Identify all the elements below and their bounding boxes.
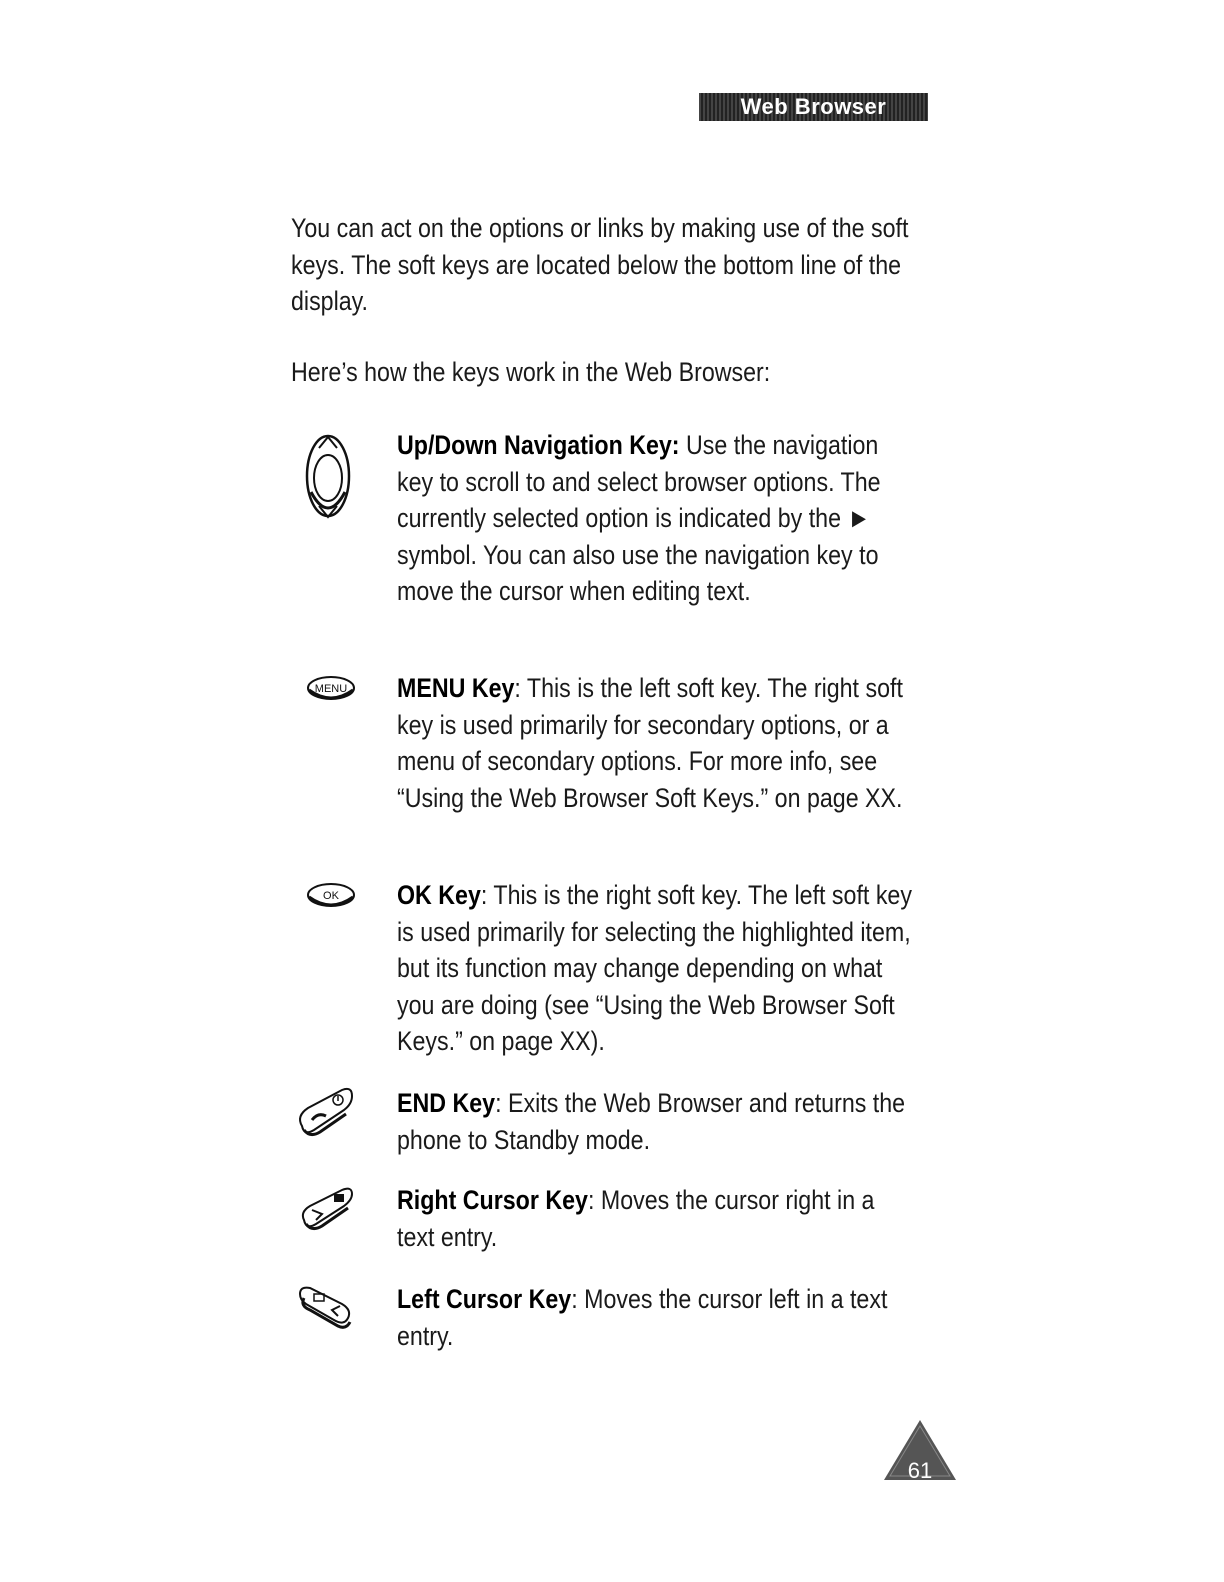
left-cursor-key-separator: : (571, 1284, 578, 1314)
right-cursor-key-entry (397, 1182, 917, 1255)
navigation-key-title: Up/Down Navigation Key: (397, 430, 680, 460)
menu-key-text: This is the left soft key. The right soft key is used primarily for secondary options, or a menu of secondary options. For more info, see “Using the Web Browser Soft Keys.” on page XX. (397, 673, 903, 813)
left-cursor-key-icon (296, 1284, 354, 1330)
section-header-tab (699, 93, 928, 121)
right-cursor-key-title: Right Cursor Key (397, 1185, 588, 1215)
ok-key-icon (306, 881, 356, 911)
end-key-title: END Key (397, 1088, 496, 1118)
end-key-text: Exits the Web Browser and returns the phone to Standby mode. (397, 1088, 906, 1155)
right-cursor-key-separator: : (587, 1185, 595, 1215)
lead-paragraph: Here’s how the keys work in the Web Browser: (291, 357, 771, 387)
left-cursor-key-text: Moves the cursor left in a text entry. (397, 1284, 888, 1351)
intro-paragraph: You can act on the options or links by making use of the soft keys. The soft keys are located below the bottom line of the display. (291, 213, 909, 316)
ok-key-icon-label: OK (323, 890, 339, 902)
ok-key-entry (397, 877, 917, 1060)
menu-key-icon-label: MENU (314, 683, 348, 695)
page-number-badge (884, 1420, 956, 1487)
menu-key-icon (306, 674, 356, 702)
right-cursor-key-icon (298, 1186, 356, 1232)
navigation-key-icon (303, 432, 353, 522)
left-cursor-key-title: Left Cursor Key (397, 1284, 572, 1314)
end-key-separator: : (495, 1088, 502, 1118)
menu-key-separator: : (514, 673, 521, 703)
section-title: Web Browser (740, 94, 887, 119)
menu-key-entry (397, 670, 917, 816)
ok-key-text: This is the right soft key. The left soft key is used primarily for selecting the highlighted item, but its function may change depending on what you are doing (see “Using the Web Browser Soft Keys.” on page XX). (397, 880, 912, 1056)
navigation-key-text-after: symbol. You can also use the navigation key to move the cursor when editing text. (397, 539, 879, 606)
end-key-icon (294, 1086, 356, 1138)
navigation-key-text-before: Use the navigation key to scroll to and select browser options. The currently selected option is indicated by the (397, 430, 881, 533)
ok-key-title: OK Key (397, 880, 481, 910)
end-key-entry (397, 1085, 917, 1158)
selection-arrow-symbol: ► (847, 503, 871, 533)
navigation-key-entry (397, 427, 917, 610)
ok-key-separator: : (480, 880, 488, 910)
right-cursor-key-text: Moves the cursor right in a text entry. (397, 1185, 875, 1252)
page-number: 61 (907, 1458, 933, 1483)
left-cursor-key-entry (397, 1281, 917, 1354)
menu-key-title: MENU Key (397, 673, 515, 703)
